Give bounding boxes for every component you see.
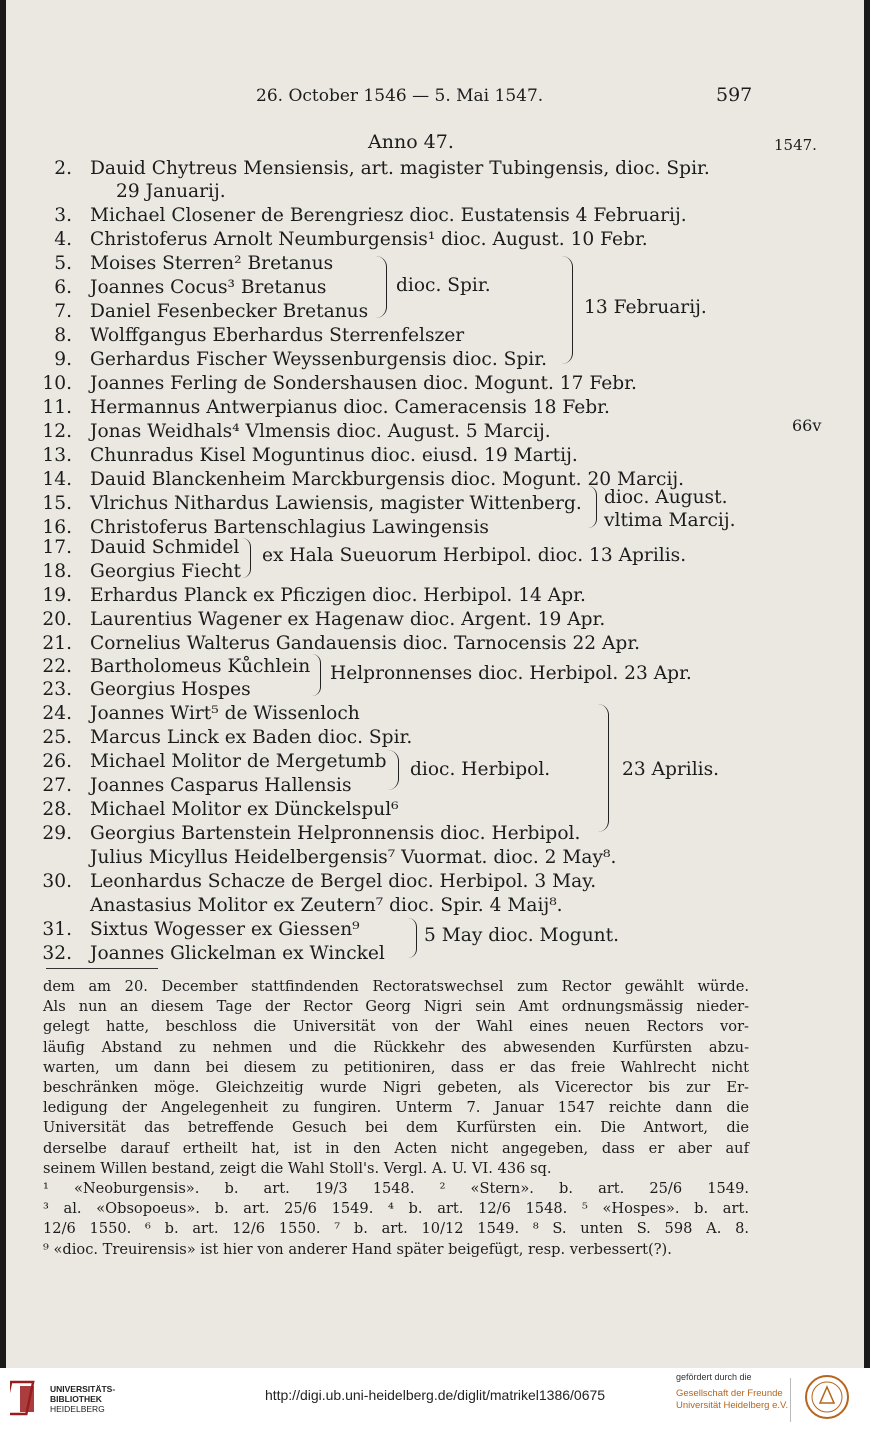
entry-text: Daniel Fesenbecker Bretanus [90, 301, 369, 322]
entry-number: 14. [42, 469, 72, 490]
entry-text: Georgius Fiecht [90, 561, 241, 582]
footer-divider [790, 1378, 791, 1422]
brace-15-16 [588, 486, 597, 528]
library-name: UNIVERSITÄTS- BIBLIOTHEK HEIDELBERG [50, 1384, 116, 1414]
entry-number: 9. [54, 349, 72, 370]
entry-number: 15. [42, 493, 72, 514]
entry-number: 19. [42, 585, 72, 606]
group-label-5-9: 13 Februarij. [584, 297, 707, 318]
entry-number: 6. [54, 277, 72, 298]
society-name: Gesellschaft der Freunde Universität Heidelberg e.V. [676, 1388, 789, 1411]
entry-text: Leonhardus Schacze de Bergel dioc. Herbipol. 3 May. [90, 871, 597, 892]
entry-number: 5. [54, 253, 72, 274]
entry-text: Joannes Cocus³ Bretanus [90, 277, 327, 298]
entry-text: Marcus Linck ex Baden dioc. Spir. [90, 727, 413, 748]
entry-number: 10. [42, 373, 72, 394]
entry-text: Vlrichus Nithardus Lawiensis, magister Wittenberg. [90, 493, 582, 514]
entry-number: 18. [42, 561, 72, 582]
group-label-24-29: 23 Aprilis. [622, 759, 720, 780]
footnote-line: beschränken möge. Gleichzeitig wurde Nigri gebeten, als Vicerector bis zur Er- [43, 1079, 749, 1096]
entry-text: Sixtus Wogesser ex Giessen⁹ [90, 919, 360, 940]
group-label-22-23: Helpronnenses dioc. Herbipol. 23 Apr. [330, 663, 692, 684]
footnote-line: ¹ «Neoburgensis». b. art. 19/3 1548. ² «Stern». b. art. 25/6 1549. [43, 1180, 749, 1197]
entry-text: Dauid Chytreus Mensiensis, art. magister Tubingensis, dioc. Spir. [90, 158, 710, 179]
group-label-5-7: dioc. Spir. [396, 275, 491, 296]
entry-text: Joannes Ferling de Sondershausen dioc. Mogunt. 17 Febr. [90, 373, 637, 394]
group-label-15-16-b: vltima Marcij. [604, 510, 736, 531]
group-label-17-18: ex Hala Sueuorum Herbipol. dioc. 13 Aprilis. [262, 545, 687, 566]
footnote-line: ⁹ «dioc. Treuirensis» ist hier von anderer Hand später beigefügt, resp. verbessert(?). [43, 1240, 672, 1258]
entry-text: Hermannus Antwerpianus dioc. Cameracensis 18 Febr. [90, 397, 610, 418]
entry-text: Georgius Bartenstein Helpronnensis dioc. Herbipol. [90, 823, 581, 844]
entry-number: 31. [42, 919, 72, 940]
section-heading: Anno 47. [368, 131, 454, 153]
entry-number: 12. [42, 421, 72, 442]
entry-text: Dauid Schmidel [90, 537, 240, 558]
footnote-line: derselbe darauf ertheilt hat, ist in den Acten nicht angegeben, dass er aber auf [43, 1139, 749, 1157]
page-number: 597 [716, 84, 753, 106]
brace-24-29 [598, 704, 609, 832]
entry-text: Chunradus Kisel Moguntinus dioc. eiusd. 19 Martij. [90, 445, 578, 466]
group-label-26-27: dioc. Herbipol. [410, 759, 551, 780]
running-header: 26. October 1546 — 5. Mai 1547. [256, 86, 544, 106]
margin-folio: 66v [792, 416, 822, 435]
entry-number: 17. [42, 537, 72, 558]
brace-31-32 [408, 918, 417, 958]
footnote-line: warten, um dann bei diesem zu petitioniren, dass er das freie Wahlrecht nicht [43, 1058, 749, 1076]
footnote-line: dem am 20. December stattfindenden Rectoratswechsel zum Rector gewählt würde. [43, 978, 749, 995]
footnote-line: läufig Abstand zu nehmen und die Rückkehr des abwesenden Kurfürsten abzu- [43, 1038, 749, 1056]
entry-text: Anastasius Molitor ex Zeutern⁷ dioc. Spir. 4 Maij⁸. [90, 895, 563, 916]
footnote-line: 12/6 1550. ⁶ b. art. 12/6 1550. ⁷ b. art. 10/12 1549. ⁸ S. unten S. 598 A. 8. [43, 1220, 749, 1238]
entry-number: 4. [54, 229, 72, 250]
entry-text: Christoferus Arnolt Neumburgensis¹ dioc. August. 10 Febr. [90, 229, 648, 250]
entry-text: Christoferus Bartenschlagius Lawingensis [90, 517, 489, 538]
brace-17-18 [242, 538, 251, 578]
entry-number: 7. [54, 301, 72, 322]
entry-text: 29 Januarij. [116, 181, 226, 202]
entry-text: Laurentius Wagener ex Hagenaw dioc. Argent. 19 Apr. [90, 609, 606, 630]
entry-number: 24. [42, 703, 72, 724]
entry-number: 20. [42, 609, 72, 630]
entry-number: 22. [42, 656, 72, 677]
entry-text: Julius Micyllus Heidelbergensis⁷ Vuormat. dioc. 2 May⁸. [90, 847, 617, 868]
group-label-31-32: 5 May dioc. Mogunt. [424, 925, 620, 946]
entry-text: Bartholomeus Kůchlein [90, 656, 311, 677]
footnote-line: Als nun an diesem Tage der Rector Georg Nigri sein Amt ordnungsmässig nieder- [43, 998, 749, 1016]
entry-number: 3. [54, 205, 72, 226]
entry-text: Joannes Casparus Hallensis [90, 775, 352, 796]
entry-number: 23. [42, 679, 72, 700]
entry-text: Michael Molitor ex Dünckelspul⁶ [90, 799, 399, 820]
funded-by-text: gefördert durch die [676, 1372, 752, 1382]
entry-text: Michael Closener de Berengriesz dioc. Eustatensis 4 Februarij. [90, 205, 687, 226]
entry-text: Gerhardus Fischer Weyssenburgensis dioc. Spir. [90, 349, 547, 370]
entry-text: Joannes Glickelman ex Winckel [90, 943, 385, 964]
entry-number: 30. [42, 871, 72, 892]
entry-number: 32. [42, 943, 72, 964]
entry-text: Cornelius Walterus Gandauensis dioc. Tarnocensis 22 Apr. [90, 633, 641, 654]
footnote-line: Universität das betreffende Gesuch bei dem Kurfürsten ein. Die Antwort, die [43, 1119, 749, 1137]
society-seal-icon [803, 1373, 851, 1421]
footnote-line: ³ al. «Obsopoeus». b. art. 25/6 1549. ⁴ b. art. 12/6 1548. ⁵ «Hospes». b. art. [43, 1200, 749, 1218]
entry-number: 13. [42, 445, 72, 466]
entry-number: 26. [42, 751, 72, 772]
entry-text: Wolffgangus Eberhardus Sterrenfelszer [90, 325, 465, 346]
margin-year: 1547. [774, 136, 817, 154]
brace-5-7 [376, 256, 387, 318]
footnote-line: gelegt hatte, beschloss die Universität von der Wahl eines neuen Rectors vor- [43, 1018, 749, 1036]
entry-text: Georgius Hospes [90, 679, 251, 700]
footnote-rule [46, 968, 158, 969]
entry-number: 25. [42, 727, 72, 748]
footnote-line: ledigung der Angelegenheit zu fungiren. Unterm 7. Januar 1547 reichte dann die [43, 1099, 749, 1117]
entry-text: Jonas Weidhals⁴ Vlmensis dioc. August. 5 Marcij. [90, 421, 551, 442]
viewer-footer [0, 1368, 870, 1430]
entry-number: 11. [42, 397, 72, 418]
scanned-page [6, 0, 864, 1368]
entry-number: 28. [42, 799, 72, 820]
brace-5-9 [562, 256, 573, 364]
entry-number: 8. [54, 325, 72, 346]
entry-number: 21. [42, 633, 72, 654]
entry-text: Erhardus Planck ex Pficzigen dioc. Herbipol. 14 Apr. [90, 585, 586, 606]
entry-number: 2. [54, 158, 72, 179]
entry-text: Dauid Blanckenheim Marckburgensis dioc. Mogunt. 20 Marcij. [90, 469, 685, 490]
permalink-url[interactable]: http://digi.ub.uni-heidelberg.de/diglit/matrikel1386/0675 [264, 1387, 606, 1403]
brace-26-27 [388, 750, 399, 790]
entry-text: Michael Molitor de Mergetumb [90, 751, 387, 772]
entry-text: Moises Sterren² Bretanus [90, 253, 334, 274]
group-label-15-16-a: dioc. August. [604, 487, 728, 508]
entry-number: 27. [42, 775, 72, 796]
entry-text: Joannes Wirt⁵ de Wissenloch [90, 703, 360, 724]
footnote-line: seinem Willen bestand, zeigt die Wahl Stoll's. Vergl. A. U. VI. 436 sq. [43, 1159, 552, 1177]
entry-number: 16. [42, 517, 72, 538]
entry-number: 29. [42, 823, 72, 844]
brace-22-23 [312, 654, 321, 696]
